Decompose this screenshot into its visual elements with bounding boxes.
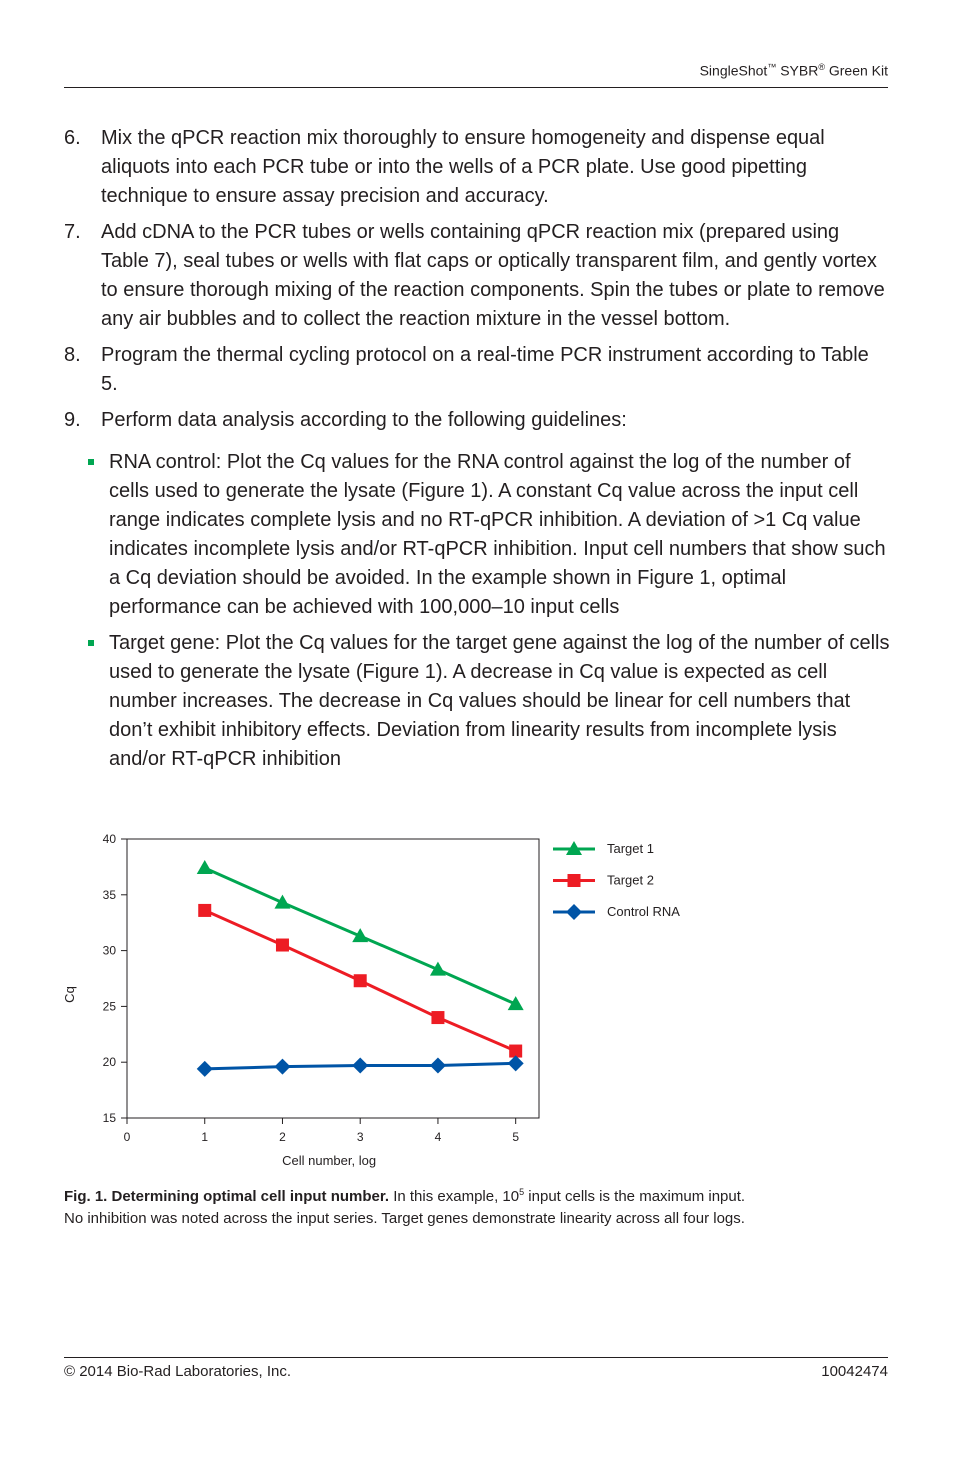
y-tick-label: 35 — [102, 887, 116, 902]
step-number: 7. — [64, 221, 81, 243]
running-header — [700, 62, 888, 79]
x-tick-label: 4 — [434, 1130, 442, 1144]
data-point-control-rna — [430, 1058, 446, 1074]
caption-text-2: input cells is the maximum input. — [524, 1188, 746, 1205]
legend-label-target-2: Target 2 — [607, 872, 654, 888]
step-number: 8. — [64, 344, 81, 366]
footer-divider — [64, 1357, 888, 1358]
header-trademark: ™ — [767, 62, 777, 72]
legend-marker-control-rna — [566, 904, 582, 920]
bullet-text: RNA control: Plot the Cq values for the RNA control against the log of the number of cells used to generate the lysate (Figure 1). A constant Cq value across the input cell range indicates complete lysis and no RT-qPCR inhibition. A deviation of >1 Cq value indicates incomplete lysis and/or RT-qPCR inhibition. Input cell numbers that show such a Cq deviation should be avoided. In the example shown in Figure 1, optimal performance can be achieved with 100,000–10 input cells — [109, 451, 886, 618]
caption-text-1: In this example, 10 — [389, 1188, 520, 1205]
bullet-target-gene — [87, 629, 890, 774]
caption-title: Fig. 1. Determining optimal cell input number. — [64, 1188, 390, 1205]
data-point-control-rna — [352, 1058, 368, 1074]
step-number: 6. — [64, 127, 81, 149]
caption-line-2: No inhibition was noted across the input series. Target genes demonstrate linearity across all four logs. — [64, 1210, 745, 1227]
step-text: Perform data analysis according to the following guidelines: — [101, 409, 627, 431]
x-tick-label: 3 — [356, 1130, 364, 1144]
data-point-target-2 — [431, 1011, 444, 1024]
header-divider — [64, 87, 888, 88]
plot-frame — [127, 839, 539, 1118]
data-point-target-2 — [276, 939, 289, 952]
bullet-rna-control — [87, 448, 890, 622]
x-tick-label: 1 — [201, 1130, 209, 1144]
data-point-target-2 — [198, 904, 211, 917]
header-title-main: SingleShot — [699, 62, 768, 79]
data-point-control-rna — [274, 1059, 290, 1075]
step-8 — [64, 341, 890, 399]
protocol-steps — [64, 124, 890, 781]
step-text: Program the thermal cycling protocol on a real-time PCR instrument according to Table 5. — [101, 344, 869, 395]
caption-superscript: 5 — [519, 1187, 525, 1197]
y-tick-label: 20 — [102, 1055, 116, 1070]
data-point-control-rna — [197, 1061, 213, 1077]
x-tick-label: 2 — [279, 1130, 286, 1144]
step-number: 9. — [64, 409, 81, 431]
y-tick-label: 40 — [102, 832, 116, 846]
x-tick-label: 5 — [512, 1130, 520, 1144]
bullet-text: Target gene: Plot the Cq values for the target gene against the log of the number of cells used to generate the lysate (Figure 1). A decrease in Cq value is expected as cell number increases. The decrease in Cq values should be linear for cell numbers that don’t exhibit inhibitory effects. Deviation from linearity results from incomplete lysis and/or RT-qPCR inhibition — [109, 632, 890, 770]
figure-1-chart — [56, 822, 756, 1172]
step-text: Add cDNA to the PCR tubes or wells containing qPCR reaction mix (prepared using Table 7), seal tubes or wells with flat caps or optically transparent film, and gently vortex to ensure thorough mixing of the reaction components. Spin the tubes or plate to remove any air bubbles and to collect the reaction mixture in the vessel bottom. — [101, 221, 885, 330]
figure-caption — [64, 1181, 894, 1230]
footer-doc-number: 10042474 — [821, 1363, 888, 1380]
y-tick-label: 30 — [102, 943, 116, 958]
step-6 — [64, 124, 890, 211]
header-title-end: Green Kit — [824, 62, 888, 79]
cq-line-chart — [56, 822, 756, 1172]
y-tick-label: 15 — [102, 1111, 116, 1125]
header-registered: ® — [818, 62, 825, 72]
footer-copyright: © 2014 Bio-Rad Laboratories, Inc. — [64, 1363, 292, 1380]
step-9 — [64, 406, 890, 435]
bullet-square-icon — [88, 640, 94, 646]
analysis-guidelines — [64, 448, 890, 774]
x-axis-label: Cell number, log — [282, 1153, 377, 1168]
legend-label-control-rna: Control RNA — [607, 904, 680, 919]
step-text: Mix the qPCR reaction mix thoroughly to ensure homogeneity and dispense equal aliquots into each PCR tube or into the wells of a PCR plate. Use good pipetting technique to ensure assay precision and accuracy. — [101, 127, 825, 207]
data-point-target-1 — [197, 860, 213, 874]
y-axis-label: Cq — [62, 986, 77, 1003]
y-tick-label: 25 — [102, 999, 116, 1014]
legend-label-target-1: Target 1 — [607, 841, 654, 856]
data-point-control-rna — [508, 1055, 524, 1071]
data-point-target-2 — [354, 974, 367, 987]
x-tick-label: 0 — [123, 1130, 131, 1144]
step-7 — [64, 218, 890, 334]
bullet-square-icon — [88, 459, 94, 465]
legend-marker-target-2 — [568, 874, 581, 887]
header-title-mid: SYBR — [776, 62, 819, 79]
